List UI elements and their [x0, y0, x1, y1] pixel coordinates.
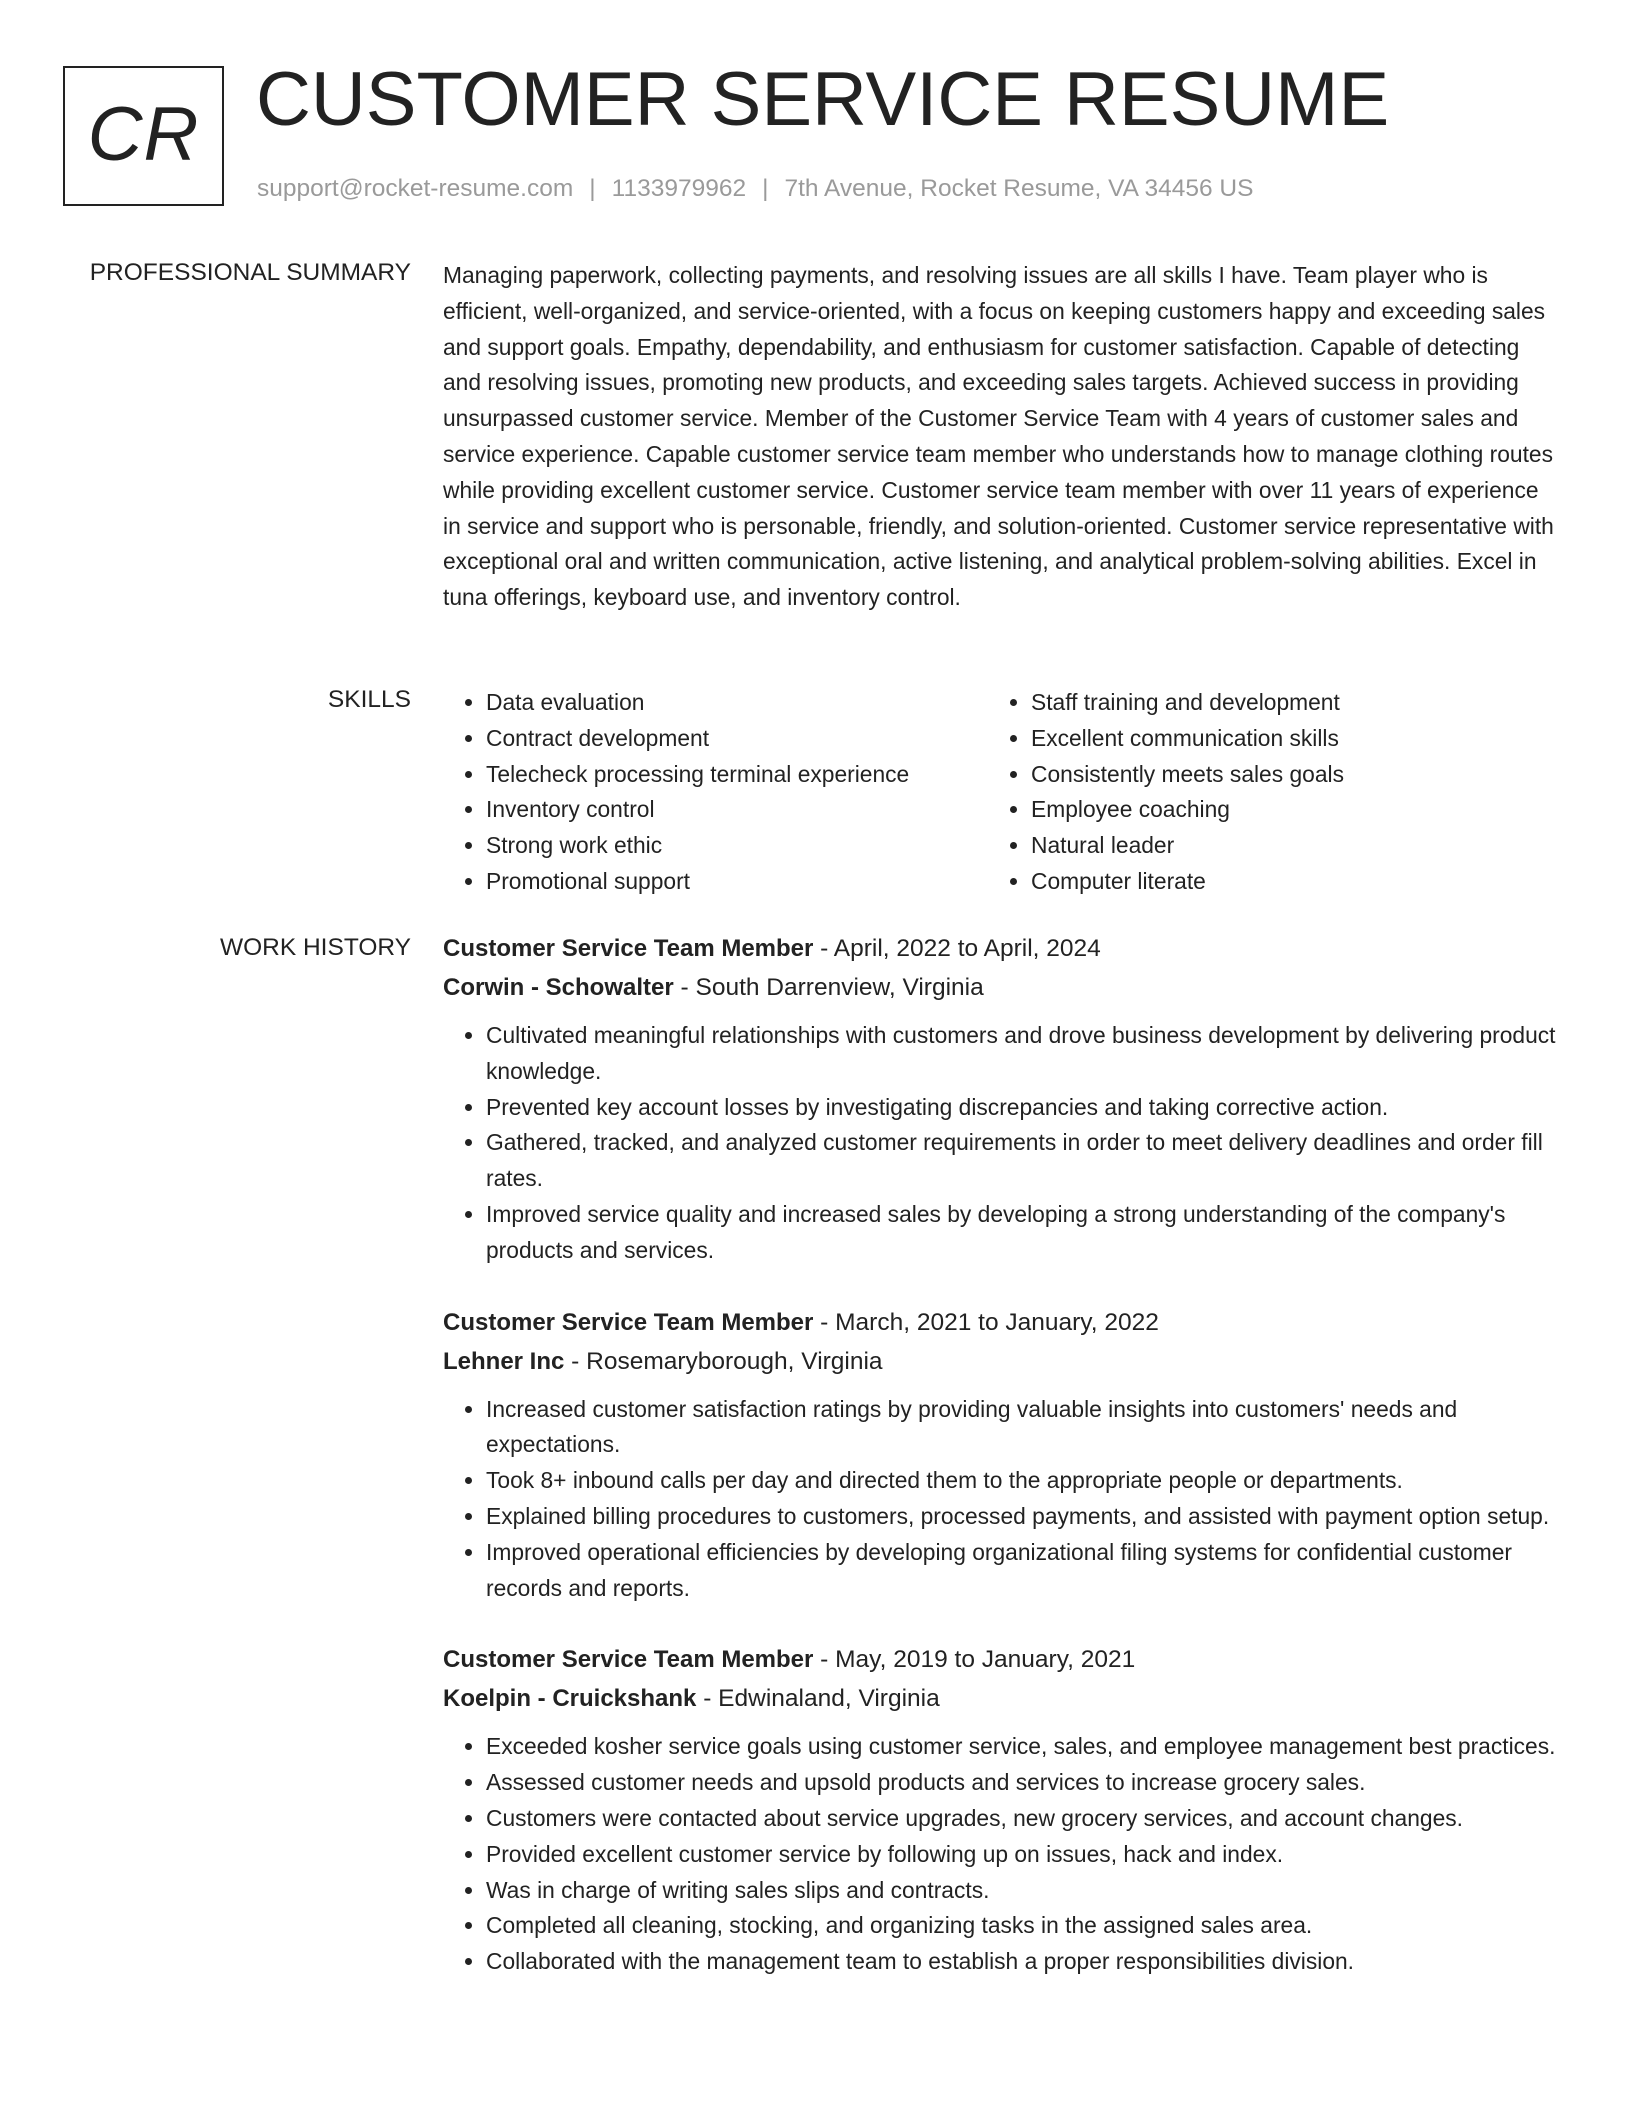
job-title: Customer Service Team Member	[443, 1646, 814, 1674]
job-title-line	[443, 1640, 1558, 1679]
job-duty: • Customers were contacted about service upgrades, new grocery services, and account changes.	[486, 1801, 1558, 1837]
job-dates: - April, 2022 to April, 2024	[813, 935, 1101, 962]
skill-item: • Inventory control	[486, 792, 988, 828]
job-duty: • Was in charge of writing sales slips and contracts.	[486, 1873, 1558, 1909]
contact-line	[257, 174, 1253, 204]
contact-separator: |	[762, 175, 769, 202]
job-dates: - March, 2021 to January, 2022	[813, 1308, 1159, 1336]
job-duty: • Completed all cleaning, stocking, and organizing tasks in the assigned sales area.	[486, 1908, 1558, 1944]
job-duties	[443, 1018, 1558, 1269]
contact-address: 7th Avenue, Rocket Resume, VA 34456 US	[784, 175, 1254, 202]
job-company: Koelpin - Cruickshank	[443, 1685, 697, 1713]
job-duties	[443, 1729, 1558, 1980]
job-title: Customer Service Team Member	[443, 1308, 814, 1336]
skill-item: • Staff training and development	[1031, 685, 1531, 721]
skill-item: • Excellent communication skills	[1031, 721, 1531, 757]
job-duty: • Assessed customer needs and upsold products and services to increase grocery sales.	[486, 1765, 1558, 1801]
job-duty: • Collaborated with the management team to establish a proper responsibilities division.	[486, 1944, 1558, 1980]
job-title-line	[443, 929, 1558, 968]
job-company-line	[443, 968, 1558, 1007]
job-location: - South Darrenview, Virginia	[673, 974, 984, 1001]
skill-item: • Natural leader	[1031, 828, 1531, 864]
skill-item: • Employee coaching	[1031, 792, 1531, 828]
job-company: Corwin - Schowalter	[443, 974, 674, 1001]
job-company: Lehner Inc	[443, 1347, 565, 1375]
job-duty: • Increased customer satisfaction ratings by providing valuable insights into customers' needs and expectations.	[486, 1392, 1558, 1464]
contact-separator: |	[589, 175, 596, 202]
work-history-heading: WORK HISTORY	[219, 934, 411, 961]
job-company-line	[443, 1679, 1558, 1718]
job-duty: • Exceeded kosher service goals using customer service, sales, and employee management best practices.	[486, 1729, 1558, 1765]
skills-heading: SKILLS	[327, 686, 411, 713]
summary-body	[443, 258, 1558, 616]
job-entry	[443, 929, 1558, 1269]
skills-list-left	[443, 685, 988, 900]
job-location: - Edwinaland, Virginia	[696, 1685, 940, 1713]
job-duty: • Improved operational efficiencies by developing organizational filing systems for confidential customer records and reports.	[486, 1535, 1558, 1607]
job-duty: • Took 8+ inbound calls per day and directed them to the appropriate people or departments.	[486, 1463, 1558, 1499]
monogram-initials: CR	[87, 92, 200, 177]
job-duty: • Improved service quality and increased sales by developing a strong understanding of the company's products and services.	[486, 1197, 1558, 1269]
contact-email: support@rocket-resume.com	[257, 175, 574, 202]
work-history-body	[443, 929, 1558, 2014]
skill-item: • Data evaluation	[486, 685, 988, 721]
job-duty: • Gathered, tracked, and analyzed customer requirements in order to meet delivery deadlines and order fill rates.	[486, 1125, 1558, 1197]
job-duty: • Prevented key account losses by investigating discrepancies and taking corrective action.	[486, 1090, 1558, 1126]
skill-item: • Contract development	[486, 721, 988, 757]
job-duty: • Provided excellent customer service by following up on issues, hack and index.	[486, 1837, 1558, 1873]
summary-text: Managing paperwork, collecting payments, and resolving issues are all skills I have. Team player who is efficient, well-organized, and service-oriented, with a focus on keeping customers happy and exceeding sales and support goals. Empathy, dependability, and enthusiasm for customer satisfaction. Capable of detecting and resolving issues, promoting new products, and exceeding sales targets. Achieved success in providing unsurpassed customer service. Member of the Customer Service Team with 4 years of customer sales and service experience. Capable customer service team member who understands how to manage clothing routes while providing excellent customer service. Customer service team member with over 11 years of experience in service and support who is personable, friendly, and solution-oriented. Customer service representative with exceptional oral and written communication, active listening, and analytical problem-solving abilities. Excel in tuna offerings, keyboard use, and inventory control.	[443, 262, 1554, 611]
job-duty: • Explained billing procedures to customers, processed payments, and assisted with payment option setup.	[486, 1499, 1558, 1535]
skill-item: • Strong work ethic	[486, 828, 988, 864]
job-dates: - May, 2019 to January, 2021	[813, 1646, 1136, 1674]
summary-heading: PROFESSIONAL SUMMARY	[89, 259, 411, 286]
contact-phone: 1133979962	[611, 175, 747, 202]
job-location: - Rosemaryborough, Virginia	[564, 1347, 883, 1375]
job-company-line	[443, 1342, 1558, 1381]
page-title: CUSTOMER SERVICE RESUME	[256, 57, 1390, 142]
monogram-badge	[63, 66, 224, 206]
skills-body	[443, 685, 1558, 900]
job-title: Customer Service Team Member	[443, 935, 814, 962]
job-duties	[443, 1392, 1558, 1607]
skill-item: • Promotional support	[486, 864, 988, 900]
job-duty: • Cultivated meaningful relationships with customers and drove business development by delivering product knowledge.	[486, 1018, 1558, 1090]
skill-item: • Telecheck processing terminal experience	[486, 757, 988, 793]
skill-item: • Consistently meets sales goals	[1031, 757, 1531, 793]
skill-item: • Computer literate	[1031, 864, 1531, 900]
job-entry	[443, 1640, 1558, 1980]
job-title-line	[443, 1303, 1558, 1342]
skills-list-right	[988, 685, 1531, 900]
job-entry	[443, 1303, 1558, 1607]
